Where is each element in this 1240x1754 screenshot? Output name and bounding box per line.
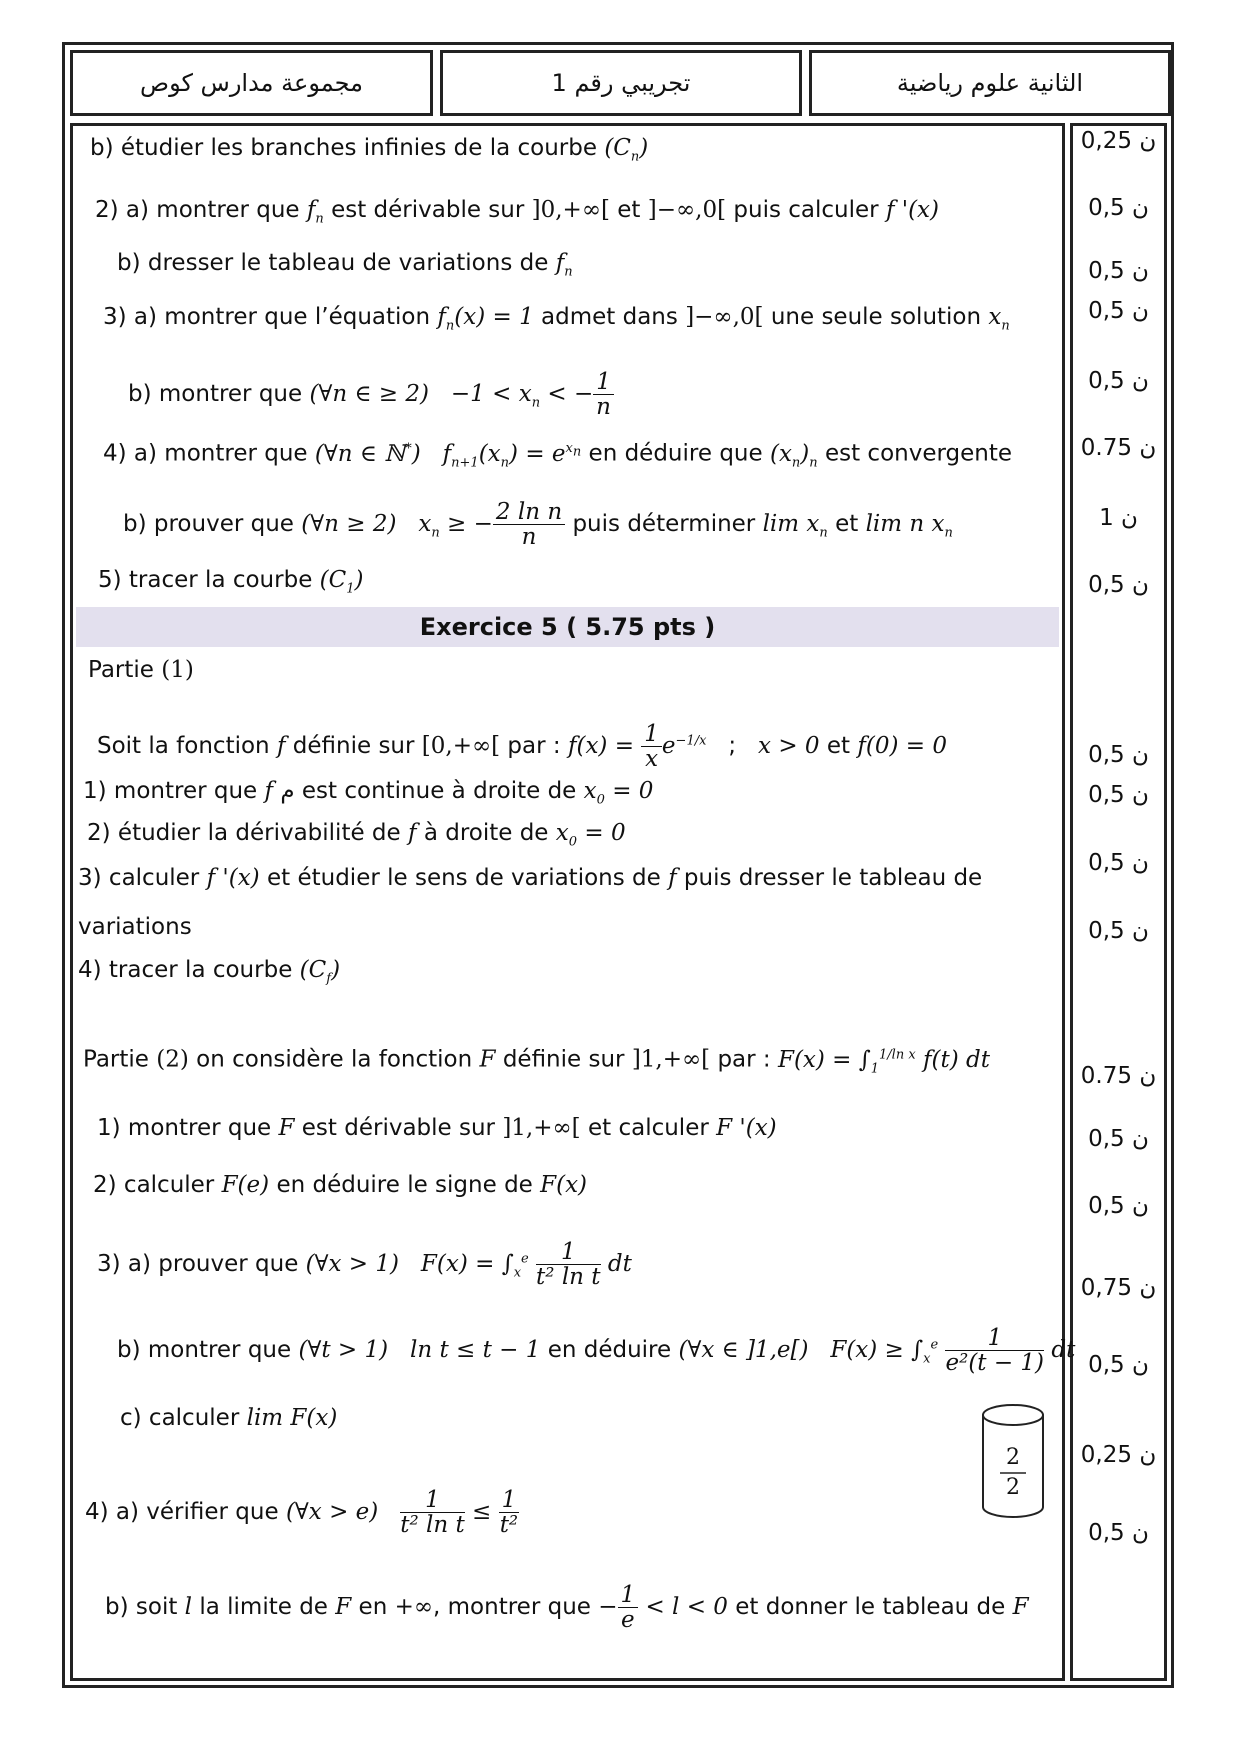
header-level: الثانية علوم رياضية — [809, 50, 1171, 116]
p2-q3a: 3) a) prouver que (∀x > 1) $F(x) = \int_x^e$ $\frac{1}{\text{t² ln t}}$ dt — [97, 1239, 632, 1290]
ex5-q2: 2) étudier la dérivabilité de f à droite de $x_0 = 0$ — [87, 820, 626, 850]
points-item: 0,25 ن — [1080, 128, 1157, 154]
q-2a: 2) a) montrer que $f_n$ est dérivable sur ]0,+∞[ et ]−∞,0[ puis calculer f '(x) — [95, 197, 940, 227]
ex5-q3-cont: variations — [78, 914, 192, 940]
q-1b: b) étudier les branches infinies de la courbe $(C_n)$ — [90, 135, 649, 165]
ex5-q4: 4) tracer la courbe $(C_f)$ — [78, 957, 341, 987]
p2-q4b: b) soit l la limite de F en +∞, montrer que − $\frac{1}{e}$ < l < 0 et donner le tableau de F — [105, 1582, 1029, 1633]
points-item: 1 ن — [1099, 505, 1138, 531]
points-item: 0,5 ن — [1088, 782, 1149, 808]
q-2b: b) dresser le tableau de variations de $f_n$ — [117, 250, 573, 280]
points-item: 0,5 ن — [1088, 1126, 1149, 1152]
points-item: 0,5 ن — [1088, 368, 1149, 394]
points-item: 0,5 ن — [1088, 298, 1149, 324]
points-item: 0,5 ن — [1088, 572, 1149, 598]
ex5-q1: 1) montrer que f م est continue à droite de $x_0 = 0$ — [83, 778, 654, 808]
partie-2: Partie (2) on considère la fonction F définie sur ]1,+∞[ par : $F(x) = \int_1^{1/ln x}$ f(t) dt — [83, 1046, 990, 1077]
page-number: 2 — [1006, 1445, 1020, 1470]
content-box — [70, 123, 1065, 1681]
points-item: 0,75 ن — [1080, 1275, 1157, 1301]
points-item: 0.75 ن — [1080, 1063, 1157, 1089]
p2-q3b: b) montrer que (∀t > 1) ln t ≤ t − 1 en déduire (∀x ∈ ]1,e[) $F(x) \ge \int_x^e$ $\frac{1}{\text{e²(t − 1)}}$ dt — [117, 1325, 1076, 1376]
q-5: 5) tracer la courbe $(C_1)$ — [98, 567, 364, 597]
points-item: 0,5 ن — [1088, 918, 1149, 944]
q-4b: b) prouver que (∀n ≥ 2) $x_n$ ≥ − $\frac{\text{2 ln n}}{n}$ puis déterminer $\lim x_n$ et lim n $x_n$ — [123, 499, 953, 550]
q-3b: b) montrer que (∀n ∈ ≥ $2) -1 < x_n$ < − $\frac{1}{n}$ — [128, 370, 614, 419]
p2-q3c: c) calculer lim F(x) — [120, 1405, 338, 1431]
q-3a: 3) a) montrer que l’équation $f_n(x) = 1$ admet dans ]−∞,0[ une seule solution $x_n$ — [103, 304, 1010, 334]
p2-q2: 2) calculer F(e) en déduire le signe de F(x) — [93, 1172, 588, 1198]
points-item: 0,5 ن — [1088, 742, 1149, 768]
points-item: 0,5 ن — [1088, 1352, 1149, 1378]
points-item: 0,5 ن — [1088, 1520, 1149, 1546]
header-school: مجموعة مدارس كوص — [70, 50, 433, 116]
def-f: Soit la fonction f définie sur [0,+∞[ par : f(x) = $\frac{1}{x}$ $e^{-1/x}$ ; x > 0 et f(0) = 0 — [97, 721, 947, 772]
ex5-q3: 3) calculer f '(x) et étudier le sens de variations de f puis dresser le tableau de — [78, 865, 983, 891]
page-total: 2 — [1006, 1475, 1020, 1500]
points-item: 0,5 ن — [1088, 258, 1149, 284]
page-counter — [980, 1403, 1046, 1525]
p2-q4a: 4) a) vérifier que (∀x > e) $\frac{1}{\text{t² ln t}}$ ≤ $\frac{1}{\text{t²}}$ — [85, 1487, 519, 1538]
exercise-5-title: Exercice 5 ( 5.75 pts ) — [76, 607, 1059, 647]
points-item: 0,5 ن — [1088, 1193, 1149, 1219]
p2-q1: 1) montrer que F est dérivable sur ]1,+∞[ et calculer F '(x) — [97, 1115, 777, 1141]
header-exam: تجريبي رقم 1 — [440, 50, 802, 116]
points-item: 0,5 ن — [1088, 195, 1149, 221]
partie-1: Partie (1) — [88, 657, 194, 683]
q-4a: 4) a) montrer que (∀n ∈ ℕ*) $f_{n+1}(x_n) = e^{x_n}$ en déduire que $(x_n)_n$ est convergente — [103, 440, 1013, 471]
points-item: 0,5 ن — [1088, 850, 1149, 876]
points-item: 0.75 ن — [1080, 435, 1157, 461]
points-item: 0,25 ن — [1080, 1442, 1157, 1468]
